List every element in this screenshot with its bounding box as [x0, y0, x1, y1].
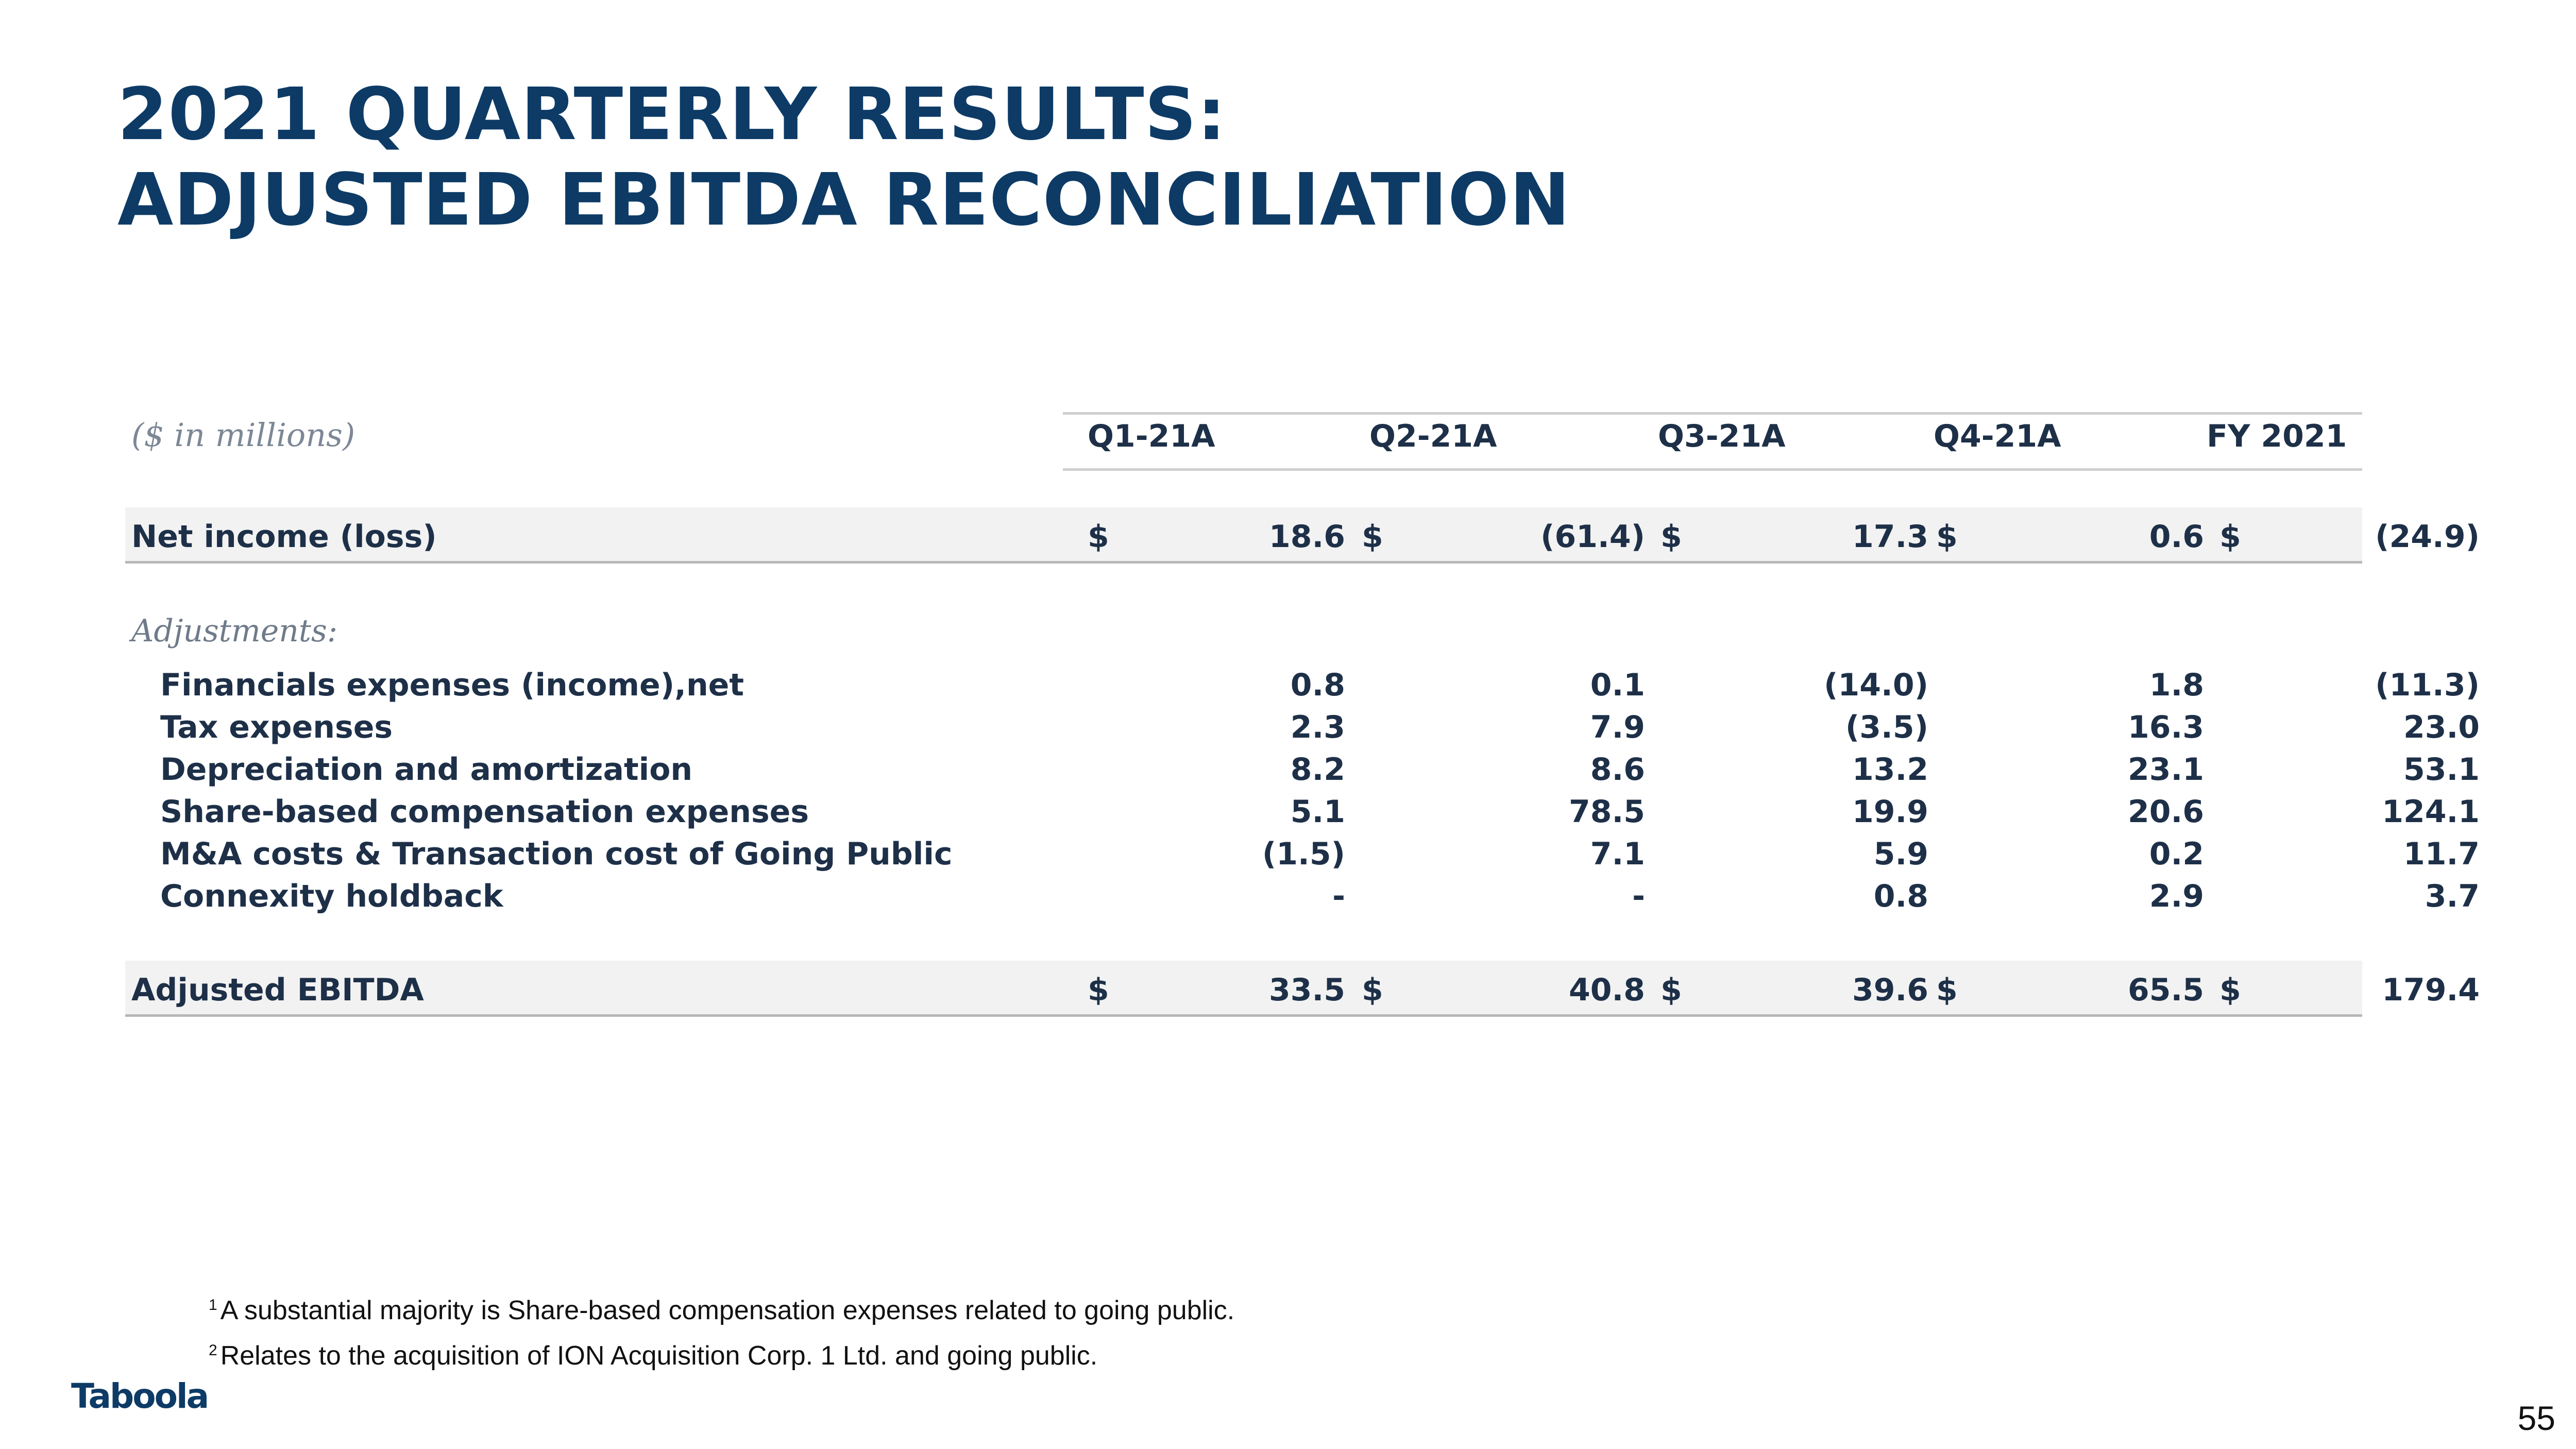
adjustment-value: 78.5 — [1568, 794, 1645, 830]
adjustment-value: 0.1 — [1590, 667, 1645, 703]
column-header-q2: Q2-21A — [1369, 418, 1497, 454]
adjustment-value: 11.7 — [2403, 836, 2480, 872]
footnote-mark: 2 — [209, 1342, 217, 1359]
currency-symbol: $ — [2219, 972, 2241, 1008]
adjustment-value: (11.3) — [2375, 667, 2480, 703]
adjusted-ebitda-q4: 65.5 — [2127, 972, 2204, 1008]
net-income-label: Net income (loss) — [131, 519, 437, 555]
page-number: 55 — [2517, 1399, 2555, 1437]
adjustment-value: 0.2 — [2149, 836, 2204, 872]
adjustment-row — [125, 794, 2480, 836]
adjustment-row — [125, 878, 2480, 920]
adjustment-label: Tax expenses — [160, 709, 393, 745]
adjustment-value: - — [1632, 878, 1645, 914]
adjusted-ebitda-q1: 33.5 — [1268, 972, 1345, 1008]
adjustment-value: 0.8 — [1873, 878, 1928, 914]
adjustment-value: 1.8 — [2149, 667, 2204, 703]
adjustment-value: 7.9 — [1590, 709, 1645, 745]
adjusted-ebitda-q2: 40.8 — [1568, 972, 1645, 1008]
adjustment-value: 16.3 — [2127, 709, 2204, 745]
adjustment-row — [125, 667, 2480, 709]
adjustment-value: 5.9 — [1873, 836, 1928, 872]
adjustment-value: 0.8 — [1290, 667, 1345, 703]
adjustment-value: 2.9 — [2149, 878, 2204, 914]
footnote-2 — [209, 1331, 1234, 1376]
net-income-q2: (61.4) — [1540, 519, 1645, 555]
adjustments-label: Adjustments: — [131, 613, 338, 649]
adjusted-ebitda-q3: 39.6 — [1852, 972, 1928, 1008]
net-income-q1: 18.6 — [1268, 519, 1345, 555]
adjustment-value: 23.1 — [2127, 752, 2204, 788]
adjustment-label: Depreciation and amortization — [160, 752, 693, 788]
column-header-fy: FY 2021 — [2207, 418, 2347, 454]
adjustment-value: 124.1 — [2382, 794, 2480, 830]
adjustment-value: 2.3 — [1290, 709, 1345, 745]
adjustment-row — [125, 752, 2480, 794]
adjustment-value: 7.1 — [1590, 836, 1645, 872]
adjustment-value: 53.1 — [2403, 752, 2480, 788]
adjustment-row — [125, 709, 2480, 752]
footnote-text: A substantial majority is Share-based compensation expenses related to going public. — [220, 1295, 1235, 1325]
adjusted-ebitda-row — [125, 961, 2480, 1017]
column-header-q1: Q1-21A — [1088, 418, 1215, 454]
title-line-2: ADJUSTED EBITDA RECONCILIATION — [117, 158, 1571, 242]
currency-symbol: $ — [1660, 519, 1682, 555]
page-title — [117, 72, 1570, 243]
currency-symbol: $ — [1936, 972, 1958, 1008]
adjustment-label: Connexity holdback — [160, 878, 503, 914]
currency-symbol: $ — [1362, 519, 1383, 555]
column-header-q4: Q4-21A — [1934, 418, 2061, 454]
column-header-q3: Q3-21A — [1658, 418, 1786, 454]
currency-symbol: $ — [1660, 972, 1682, 1008]
adjustment-value: (14.0) — [1824, 667, 1928, 703]
currency-symbol: $ — [1936, 519, 1958, 555]
currency-symbol: $ — [2219, 519, 2241, 555]
adjusted-ebitda-label: Adjusted EBITDA — [131, 972, 424, 1008]
adjustment-row — [125, 836, 2480, 878]
adjustment-value: 8.6 — [1590, 752, 1645, 788]
adjustment-value: 13.2 — [1852, 752, 1928, 788]
footnote-mark: 1 — [209, 1297, 217, 1314]
adjustment-value: 19.9 — [1852, 794, 1928, 830]
title-line-1: 2021 QUARTERLY RESULTS: — [117, 73, 1227, 157]
currency-symbol: $ — [1088, 519, 1109, 555]
adjustment-value: 5.1 — [1290, 794, 1345, 830]
adjustment-label: Share-based compensation expenses — [160, 794, 809, 830]
net-income-q3: 17.3 — [1852, 519, 1928, 555]
adjustment-value: 3.7 — [2425, 878, 2480, 914]
adjusted-ebitda-fy: 179.4 — [2382, 972, 2480, 1008]
adjustment-value: 23.0 — [2403, 709, 2480, 745]
adjustment-label: Financials expenses (income),net — [160, 667, 744, 703]
footnote-1 — [209, 1285, 1234, 1331]
adjustment-value: (1.5) — [1262, 836, 1345, 872]
units-label: ($ in millions) — [131, 416, 355, 454]
adjustment-value: (3.5) — [1845, 709, 1928, 745]
footnote-text: Relates to the acquisition of ION Acquisition Corp. 1 Ltd. and going public. — [220, 1341, 1098, 1371]
net-income-fy: (24.9) — [2375, 519, 2480, 555]
currency-symbol: $ — [1088, 972, 1109, 1008]
adjustment-label: M&A costs & Transaction cost of Going Public — [160, 836, 953, 872]
adjustment-value: 8.2 — [1290, 752, 1345, 788]
taboola-logo: Taboola — [71, 1376, 208, 1416]
currency-symbol: $ — [1362, 972, 1383, 1008]
net-income-row — [125, 507, 2480, 564]
adjustment-value: 20.6 — [2127, 794, 2204, 830]
net-income-q4: 0.6 — [2149, 519, 2204, 555]
footnotes — [209, 1285, 1234, 1376]
adjustment-value: - — [1332, 878, 1345, 914]
